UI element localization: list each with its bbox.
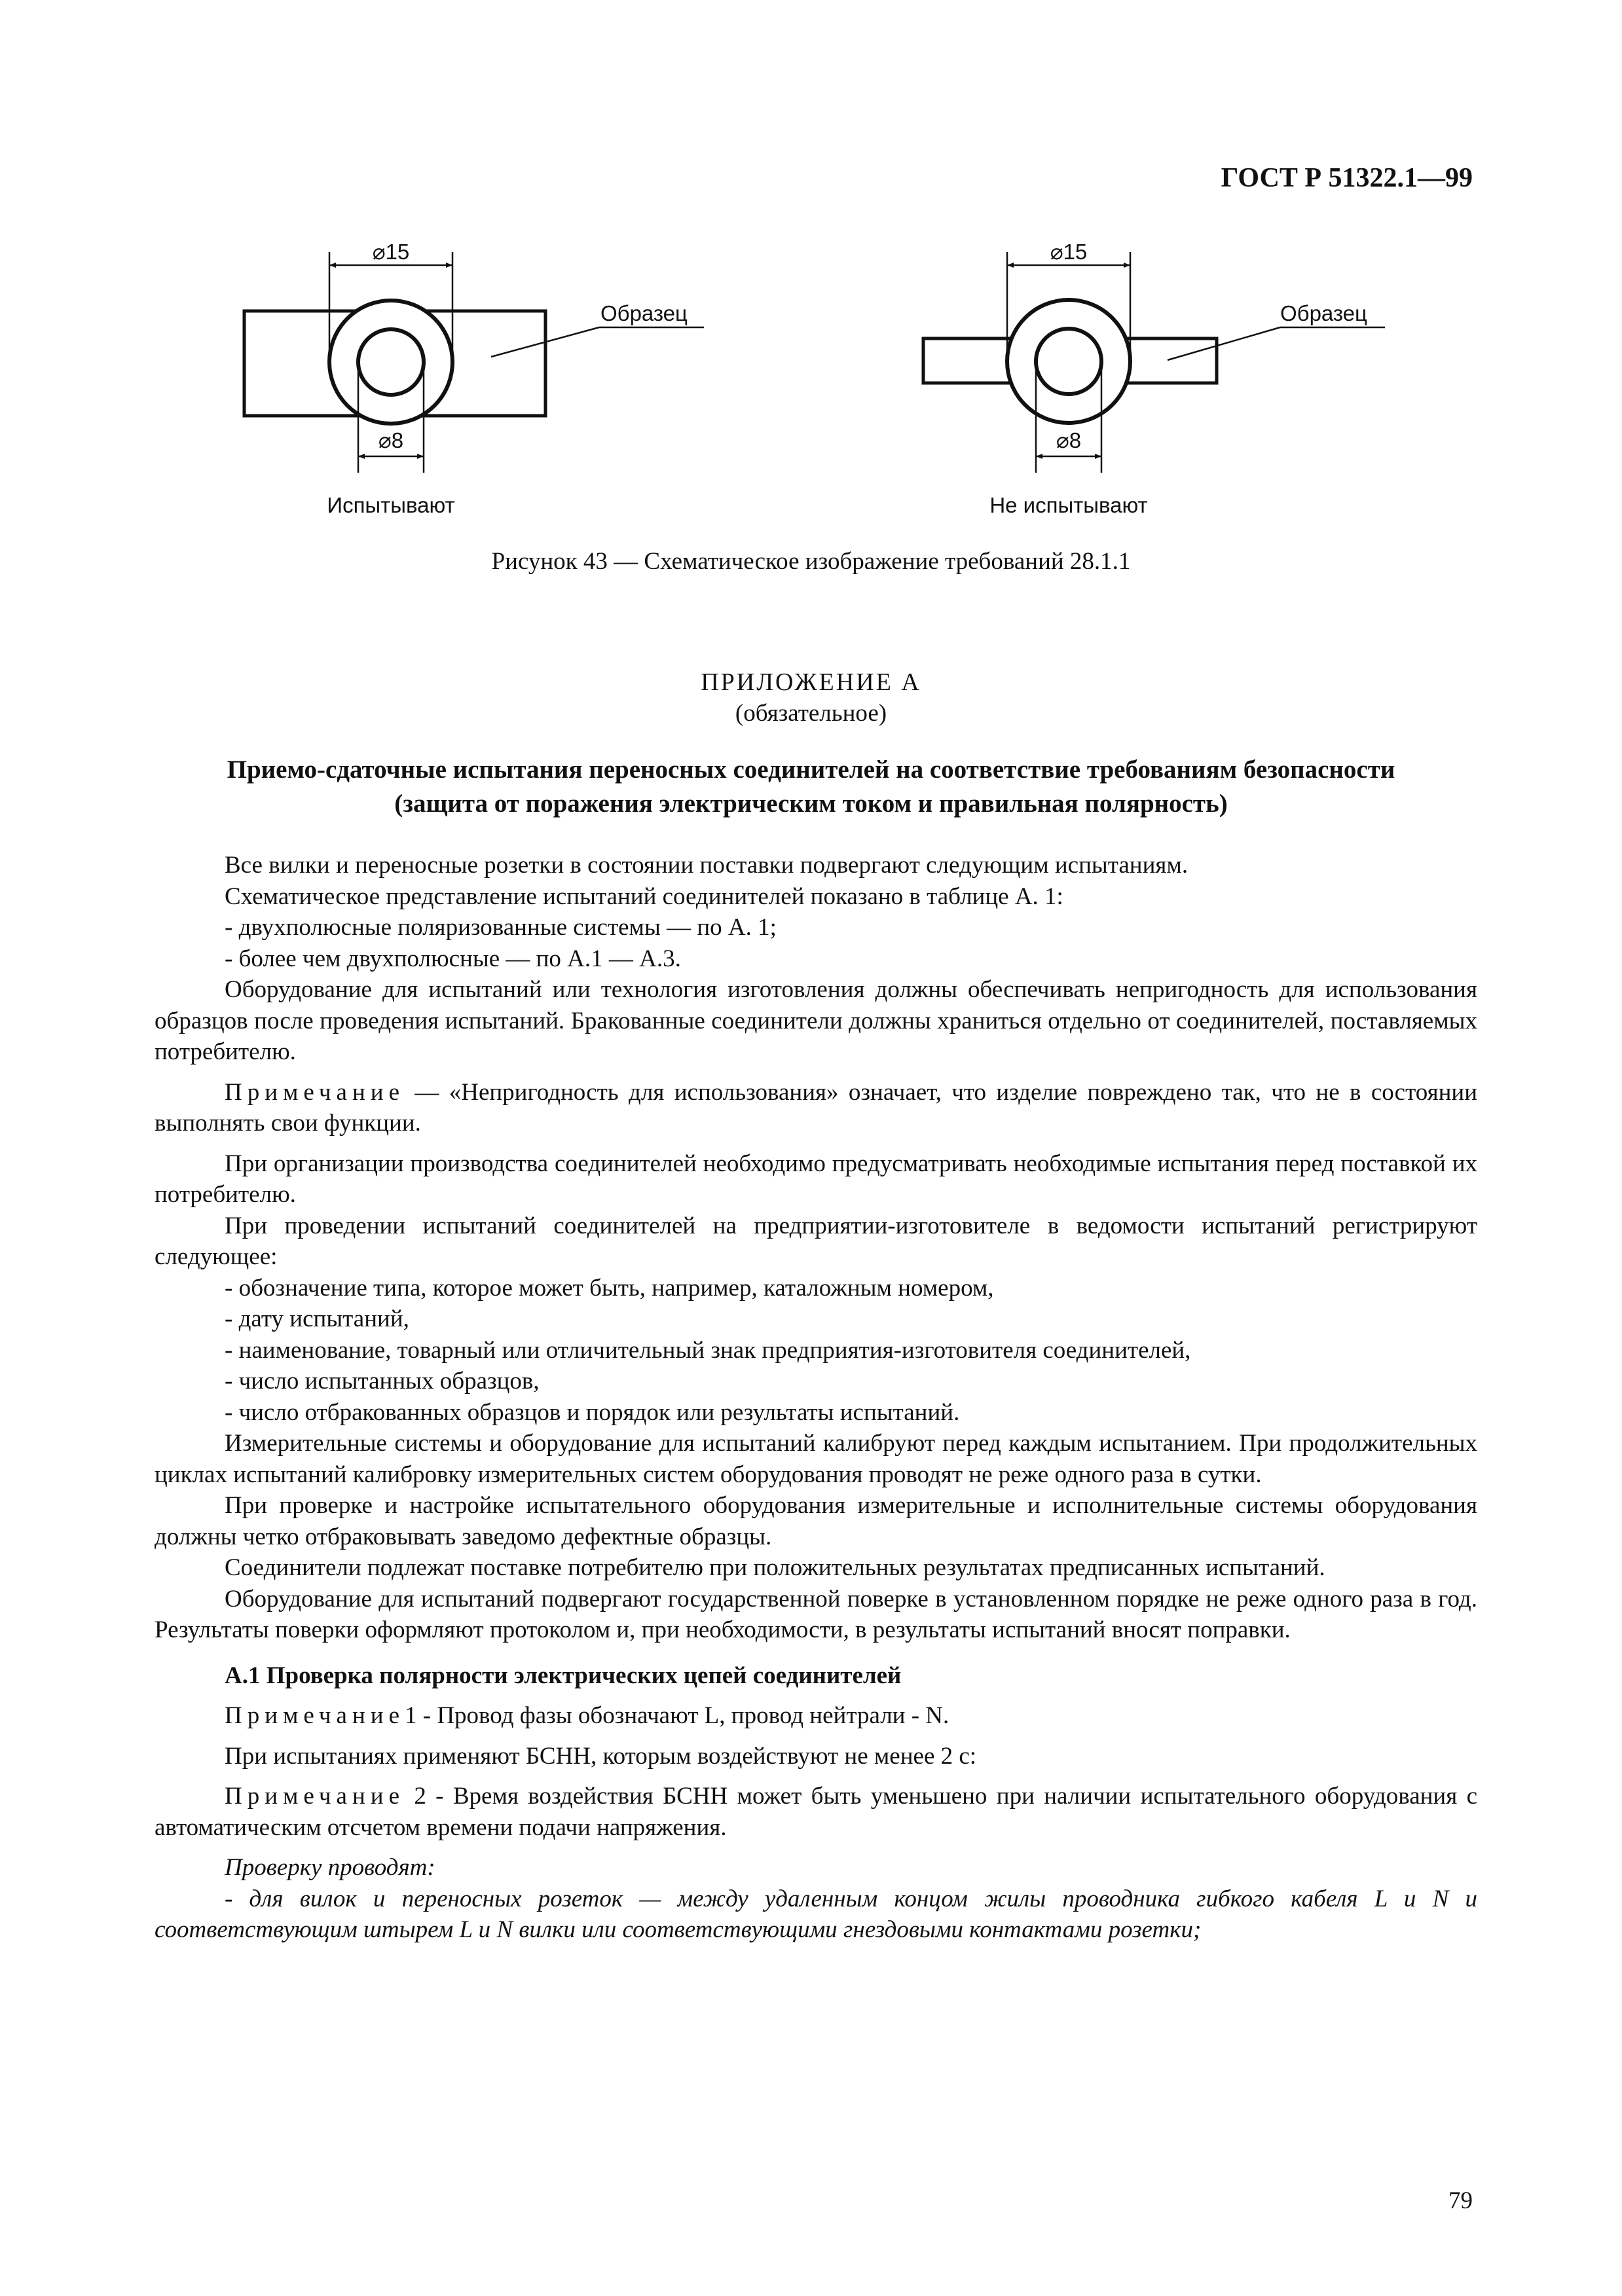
list-item: - наименование, товарный или отличительный знак предприятия-изготовителя соединителей, [225, 1336, 1191, 1364]
left-sample-label: Образец [600, 301, 688, 325]
paragraph: Проверку проводят: [225, 1854, 435, 1881]
left-inner-circle [358, 329, 424, 395]
note-text: 2 - Время воздействия БСНН может быть уменьшено при наличии испытательного оборудования с автоматическим отсчетом времени подачи напряжения. [155, 1783, 1477, 1841]
note-2 [155, 1700, 1477, 1732]
paragraph: При испытаниях применяют БСНН, которым воздействуют не менее 2 с: [225, 1742, 977, 1770]
body-text [155, 850, 1477, 1946]
right-dim-outer-label: ⌀15 [1050, 240, 1088, 264]
list-item: - обозначение типа, которое может быть, например, каталожным номером, [225, 1274, 994, 1302]
paragraph: Схематическое представление испытаний соединителей показано в таблице А. 1: [225, 883, 1063, 910]
right-diagram [923, 240, 1385, 517]
paragraph: При организации производства соединителей необходимо предусматривать необходимые испытания перед поставкой их потребителю. [155, 1150, 1477, 1208]
list-item: - для вилок и переносных розеток — между удаленным концом жилы проводника гибкого кабеля L и N и соответствующим штырем L и N вилки или соответствующими гнездовыми контактами розетки; [155, 1885, 1477, 1943]
paragraph: Соединители подлежат поставке потребителю при положительных результатах предписанных испытаний. [225, 1554, 1325, 1581]
appendix-title: ПРИЛОЖЕНИЕ А [701, 668, 921, 696]
note-label: Примечание [225, 1702, 405, 1729]
note-label: Примечание [225, 1078, 405, 1106]
list-item: - двухполюсные поляризованные системы — по А. 1; [225, 914, 777, 941]
paragraph: При проведении испытаний соединителей на предприятии-изготовителе в ведомости испытаний регистрируют следующее: [155, 1212, 1477, 1270]
right-dim-inner-label: ⌀8 [1056, 428, 1082, 452]
appendix-heading [144, 753, 1478, 821]
list-item: - дату испытаний, [225, 1305, 409, 1332]
paragraph: Оборудование для испытаний подвергают государственной поверке в установленном порядке не реже одного раза в год. Результаты поверки оформляют протоколом и, при необходимости, в результаты испытаний вносят поправки. [155, 1585, 1477, 1643]
paragraph: Измерительные системы и оборудование для испытаний калибруют перед каждым испытанием. При продолжительных циклах испытаний калибровку измерительных систем оборудования проводят не реже одного раза в сутки. [155, 1430, 1477, 1488]
document-code: ГОСТ Р 51322.1—99 [1221, 163, 1473, 193]
figure-caption: Рисунок 43 — Схематическое изображение требований 28.1.1 [491, 548, 1131, 575]
paragraph: Все вилки и переносные розетки в состоянии поставки подвергают следующим испытаниям. [225, 852, 1189, 879]
left-dim-outer-label: ⌀15 [372, 240, 410, 264]
page-number: 79 [1448, 2187, 1473, 2214]
right-caption: Не испытывают [989, 493, 1148, 517]
list-item: - более чем двухполюсные — по А.1 — А.3. [225, 945, 681, 972]
list-item: - число отбракованных образцов и порядок или результаты испытаний. [225, 1398, 960, 1426]
right-inner-circle [1036, 329, 1101, 394]
paragraph: Оборудование для испытаний или технология изготовления должны обеспечивать непригодность для использования образцов после проведения испытаний. Бракованные соединители должны храниться отдельно от соединителей, поставляемых потребителю. [155, 976, 1477, 1065]
note-3 [155, 1781, 1477, 1843]
right-sample-label: Образец [1280, 301, 1367, 325]
note-label: Примечание [225, 1783, 405, 1810]
appendix-subtitle: (обязательное) [735, 700, 887, 727]
appendix-heading-line2: (защита от поражения электрическим током и правильная полярность) [394, 790, 1228, 818]
paragraph: При проверке и настройке испытательного оборудования измерительные и исполнительные системы оборудования должны четко отбраковывать заведомо дефектные образцы. [155, 1492, 1477, 1550]
note-text: 1 - Провод фазы обозначают L, провод нейтрали - N. [405, 1702, 949, 1729]
left-dim-inner-label: ⌀8 [378, 428, 404, 452]
figure-43 [0, 0, 1622, 524]
note-1 [155, 1077, 1477, 1139]
section-heading-a1: А.1 Проверка полярности электрических цепей соединителей [225, 1662, 902, 1689]
appendix-heading-line1: Приемо-сдаточные испытания переносных соединителей на соответствие требованиям безопасности [227, 756, 1395, 784]
list-item: - число испытанных образцов, [225, 1368, 540, 1394]
note-text: — «Непригодность для использования» означает, что изделие повреждено так, что не в состоянии выполнять свои функции. [155, 1078, 1477, 1137]
left-caption: Испытывают [327, 493, 455, 517]
left-diagram [244, 240, 704, 517]
